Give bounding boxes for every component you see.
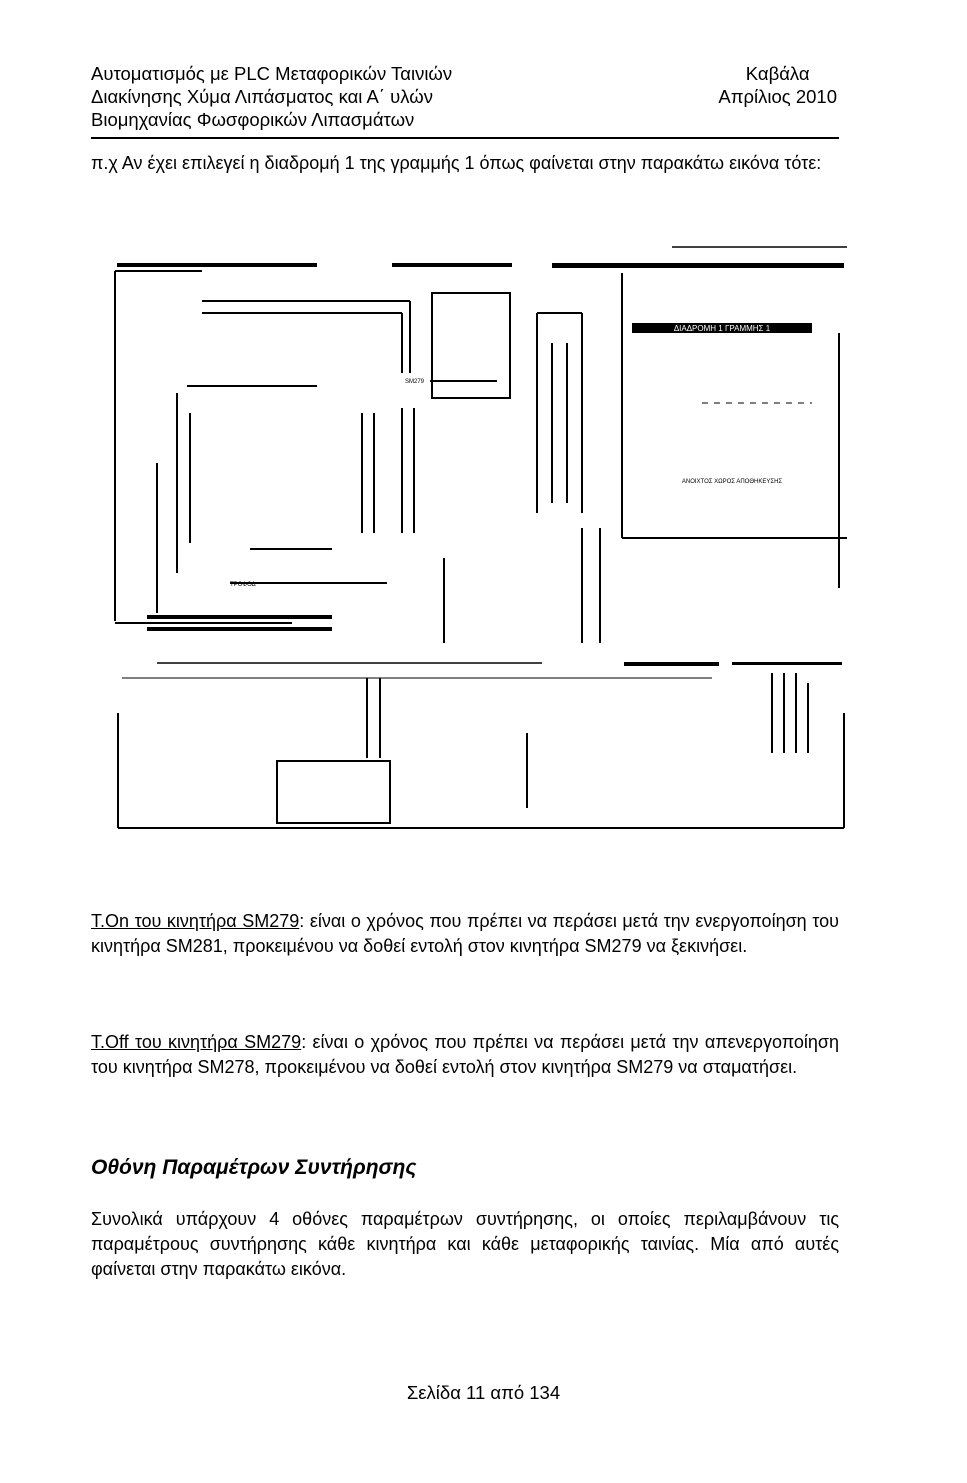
intro-paragraph: π.χ Αν έχει επιλεγεί η διαδρομή 1 της γραμμής 1 όπως φαίνεται στην παρακάτω εικόνα τότε: [91,153,822,173]
header-rule [91,137,839,139]
header-city: Καβάλα [745,63,810,84]
motor-tag-label: SM279 [405,379,425,385]
conveyor-diagram-svg [112,243,847,831]
section-title: Οθόνη Παραμέτρων Συντήρησης [91,1156,417,1179]
route-label: ΔΙΑΔΡΟΜΗ 1 ΓΡΑΜΜΗΣ 1 [673,324,771,333]
t-off-paragraph [91,1030,839,1080]
header-date: Απρίλιος 2010 [718,86,837,107]
header-right [718,62,837,108]
t-off-text: : είναι ο χρόνος που πρέπει να περάσει μετά την απενεργοποίηση του κινητήρα SM278, προκειμένου να δοθεί εντολή στον κινητήρα SM279 να σταματήσει. [91,1032,840,1077]
header-line-1: Αυτοματισμός με PLC Μεταφορικών Ταινιών [91,63,453,84]
t-on-text: : είναι ο χρόνος που πρέπει να περάσει μετά την ενεργοποίηση του κινητήρα SM281, προκειμένου να δοθεί εντολή στον κινητήρα SM279 να ξεκινήσει. [91,911,839,956]
feeder-tag-label: ΤΡΟΦΟΔ [230,582,256,588]
page-number: Σελίδα 11 από 134 [406,1382,561,1403]
header-line-2: Διακίνησης Χύμα Λιπάσματος και Α΄ υλών [91,86,433,107]
header-line-3: Βιομηχανίας Φωσφορικών Λιπασμάτων [91,109,415,130]
t-off-term: T.Off του κινητήρα SM279 [91,1032,302,1052]
header-left [91,62,452,131]
t-on-term: T.On του κινητήρα SM279 [91,911,300,931]
conveyor-diagram [112,243,847,831]
t-on-paragraph [91,909,839,959]
section-body: Συνολικά υπάρχουν 4 οθόνες παραμέτρων συντήρησης, οι οποίες περιλαμβάνουν τις παραμέτρους συντήρησης κάθε κινητήρα και κάθε μεταφορικής ταινίας. Μία από αυτές φαίνεται στην παρακάτω εικόνα. [91,1209,839,1279]
storage-label: ΑΝΟΙΧΤΟΣ ΧΩΡΟΣ ΑΠΟΘΗΚΕΥΣΗΣ [681,479,783,485]
